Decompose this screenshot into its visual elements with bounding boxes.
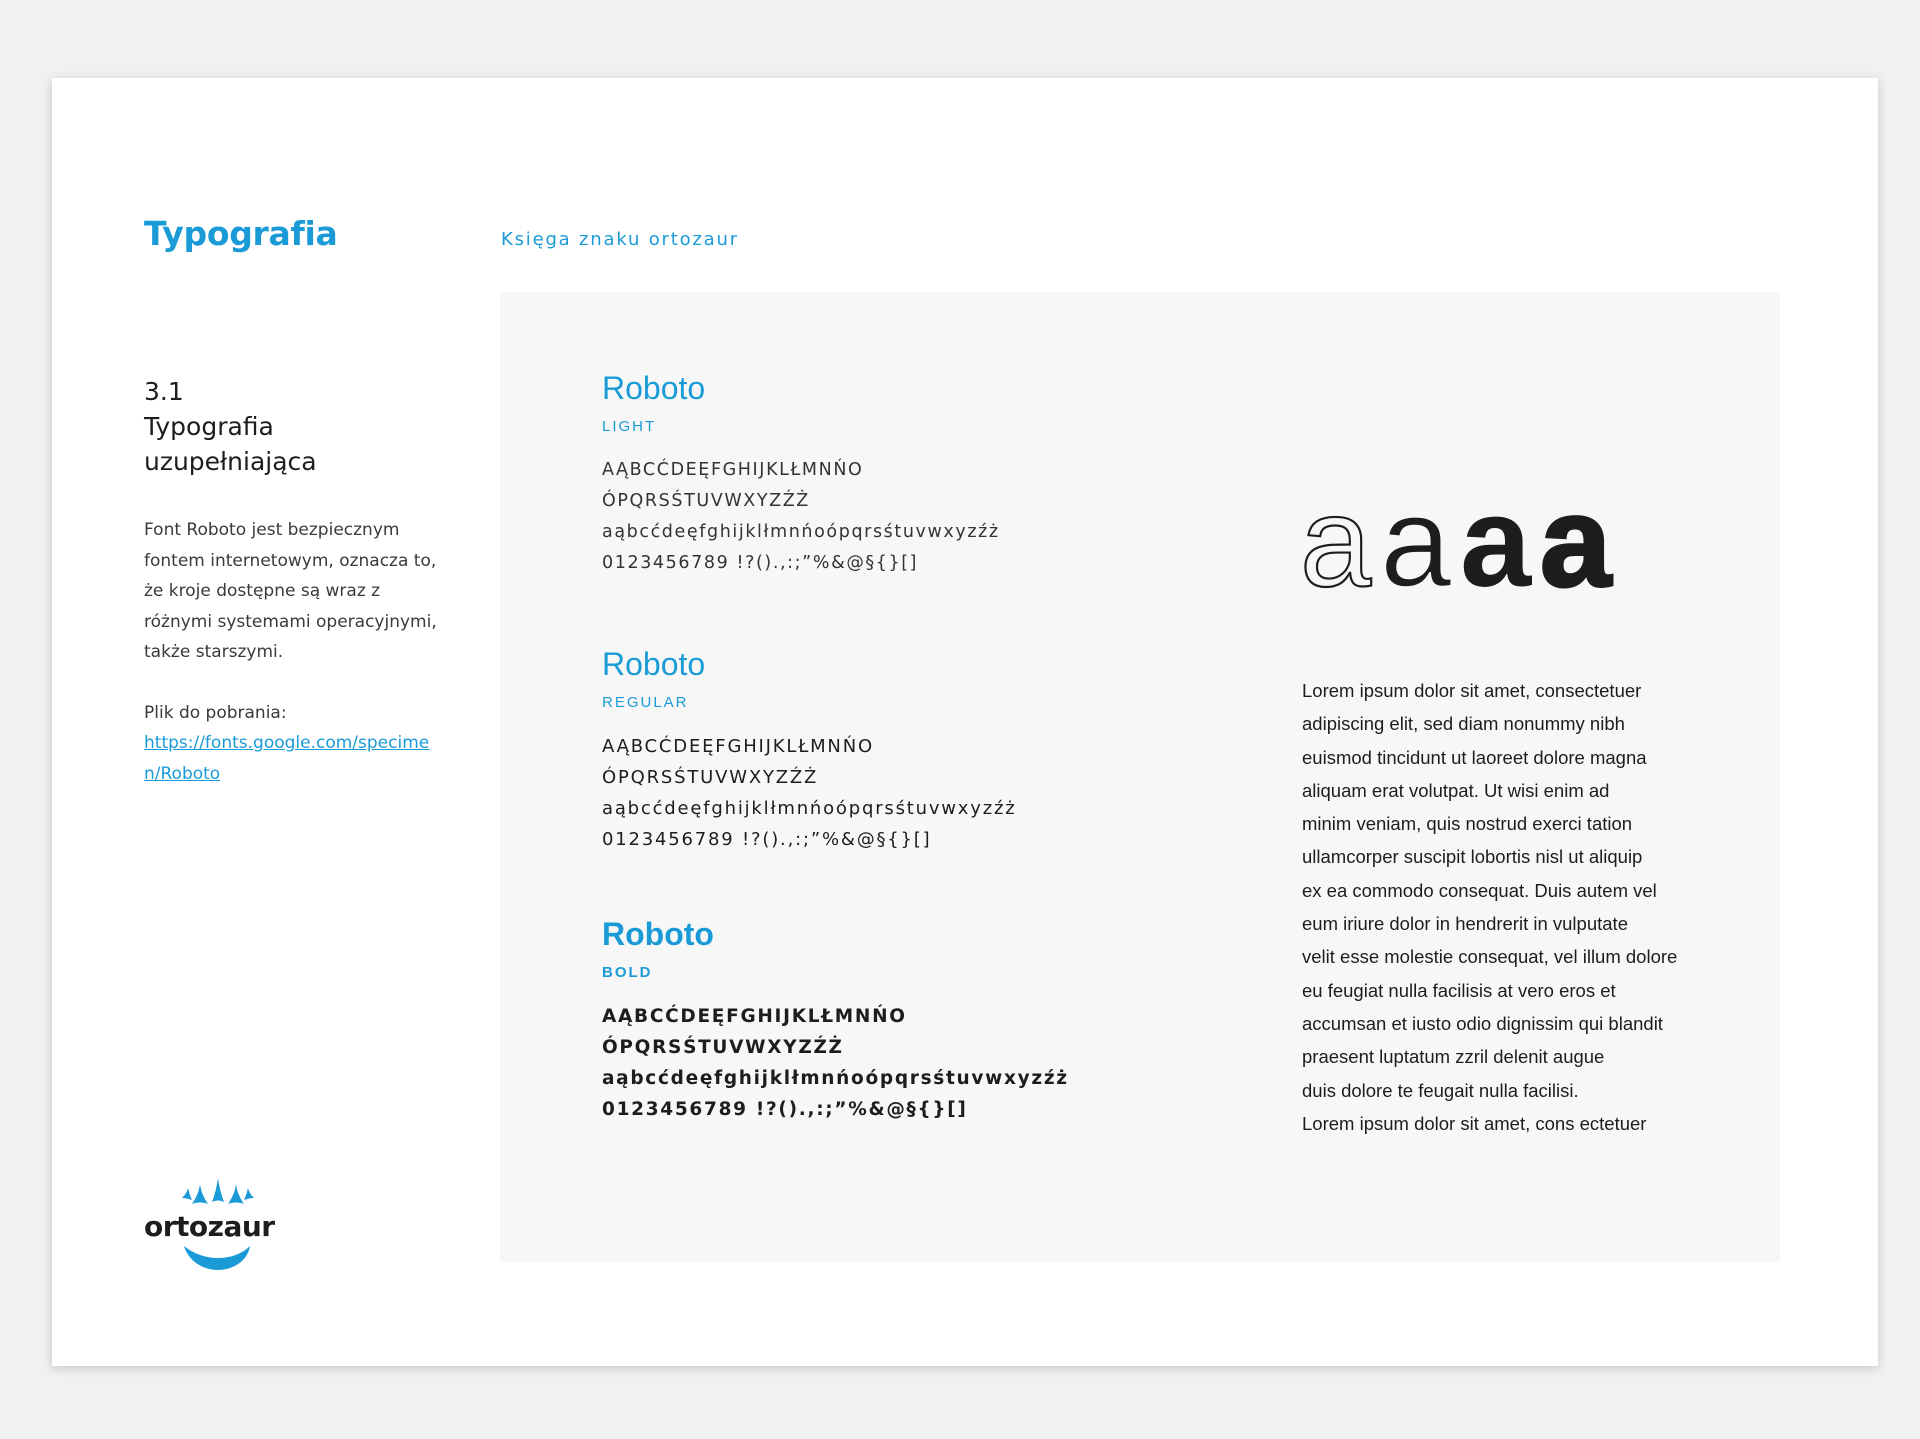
glyph-line: aąbcćdeęfghijklłmnńoópqrsśtuvwxyzźż (602, 798, 1017, 819)
glyph-line: AĄBCĆDEĘFGHIJKLŁMNŃO (602, 1006, 907, 1027)
weights-demo (1300, 482, 1640, 602)
glyph-line: AĄBCĆDEĘFGHIJKLŁMNŃO (602, 460, 864, 480)
glyph-line: ÓPQRSŚTUVWXYZŹŻ (602, 1037, 844, 1058)
glyph-set (602, 455, 1072, 579)
ortozaur-logo (144, 1178, 284, 1278)
glyph-line: AĄBCĆDEĘFGHIJKLŁMNŃO (602, 736, 874, 757)
sidebar (144, 374, 464, 789)
lorem-line: euismod tincidunt ut laoreet dolore magna (1302, 746, 1647, 768)
glyph-line: aąbcćdeęfghijklłmnńoópqrsśtuvwxyzźż (602, 522, 1000, 542)
glyph-line: ÓPQRSŚTUVWXYZŹŻ (602, 491, 810, 511)
glyph-line: 0123456789 !?().,:;”%&@§{}[] (602, 553, 919, 573)
font-name: Roboto (602, 646, 706, 682)
lorem-line: Lorem ipsum dolor sit amet, consectetuer (1302, 680, 1642, 701)
glyph-set (602, 731, 1072, 855)
lorem-line: ullamcorper suscipit lobortis nisl ut aliquip (1302, 846, 1643, 868)
download-label: Plik do pobrania: (144, 702, 287, 723)
book-title: Księga znaku ortozaur (501, 229, 739, 250)
section-title: Typografia uzupełniająca (144, 412, 317, 476)
lorem-line: minim veniam, quis nostrud exerci tation (1302, 813, 1633, 835)
weight-label: REGULAR (602, 694, 689, 711)
lorem-line: aliquam erat volutpat. Ut wisi enim ad (1302, 779, 1610, 801)
weights-demo-glyphs (1300, 482, 1640, 602)
glyph-line: 0123456789 !?().,:;”%&@§{}[] (602, 1099, 968, 1120)
glyph-medium: a (1460, 482, 1532, 602)
brand-book-page (52, 78, 1878, 1366)
glyph-set (602, 1001, 1072, 1125)
lorem-line: adipiscing elit, sed diam nonummy nibh (1302, 713, 1625, 735)
lorem-line: eum iriure dolor in hendrerit in vulputate (1302, 913, 1628, 935)
specimen-roboto-regular (602, 644, 1072, 855)
lorem-line: ex ea commodo consequat. Duis autem vel (1302, 879, 1657, 901)
typography-panel (500, 292, 1780, 1262)
glyph-regular: a (1380, 482, 1452, 602)
glyph-line: ÓPQRSŚTUVWXYZŹŻ (602, 767, 819, 788)
specimen-roboto-light (602, 368, 1072, 579)
glyph-bold: a (1540, 482, 1612, 602)
section-description: Font Roboto jest bezpiecznym fontem internetowym, oznacza to, że kroje dostępne są wraz z różnymi systemami operacyjnymi, także starszymi. (144, 520, 437, 662)
glyph-line: aąbcćdeęfghijklłmnńoópqrsśtuvwxyzźż (602, 1068, 1069, 1089)
lorem-line: eu feugiat nulla facilisis at vero eros et (1302, 979, 1616, 1001)
lorem-line: Lorem ipsum dolor sit amet, cons ectetuer (1302, 1112, 1647, 1134)
logo-text: ortozaur (144, 1210, 275, 1243)
lorem-line: velit esse molestie consequat, vel illum dolore (1302, 946, 1678, 968)
glyph-light: a (1300, 482, 1372, 602)
specimen-roboto-bold (602, 914, 1072, 1125)
section-number: 3.1 (144, 377, 184, 406)
lorem-text (1302, 674, 1722, 1140)
download-link[interactable]: https://fonts.google.com/specimen/Roboto (144, 733, 430, 784)
weight-label: LIGHT (602, 418, 657, 435)
page-title: Typografia (144, 214, 338, 253)
weight-label: BOLD (602, 964, 653, 981)
font-name: Roboto (602, 370, 706, 406)
lorem-line: praesent luptatum zzril delenit augue (1302, 1046, 1605, 1068)
lorem-line: duis dolore te feugait nulla facilisi. (1302, 1079, 1579, 1101)
lorem-line: accumsan et iusto odio dignissim qui blandit (1302, 1012, 1663, 1034)
font-name: Roboto (602, 916, 714, 952)
glyph-line: 0123456789 !?().,:;”%&@§{}[] (602, 829, 932, 850)
